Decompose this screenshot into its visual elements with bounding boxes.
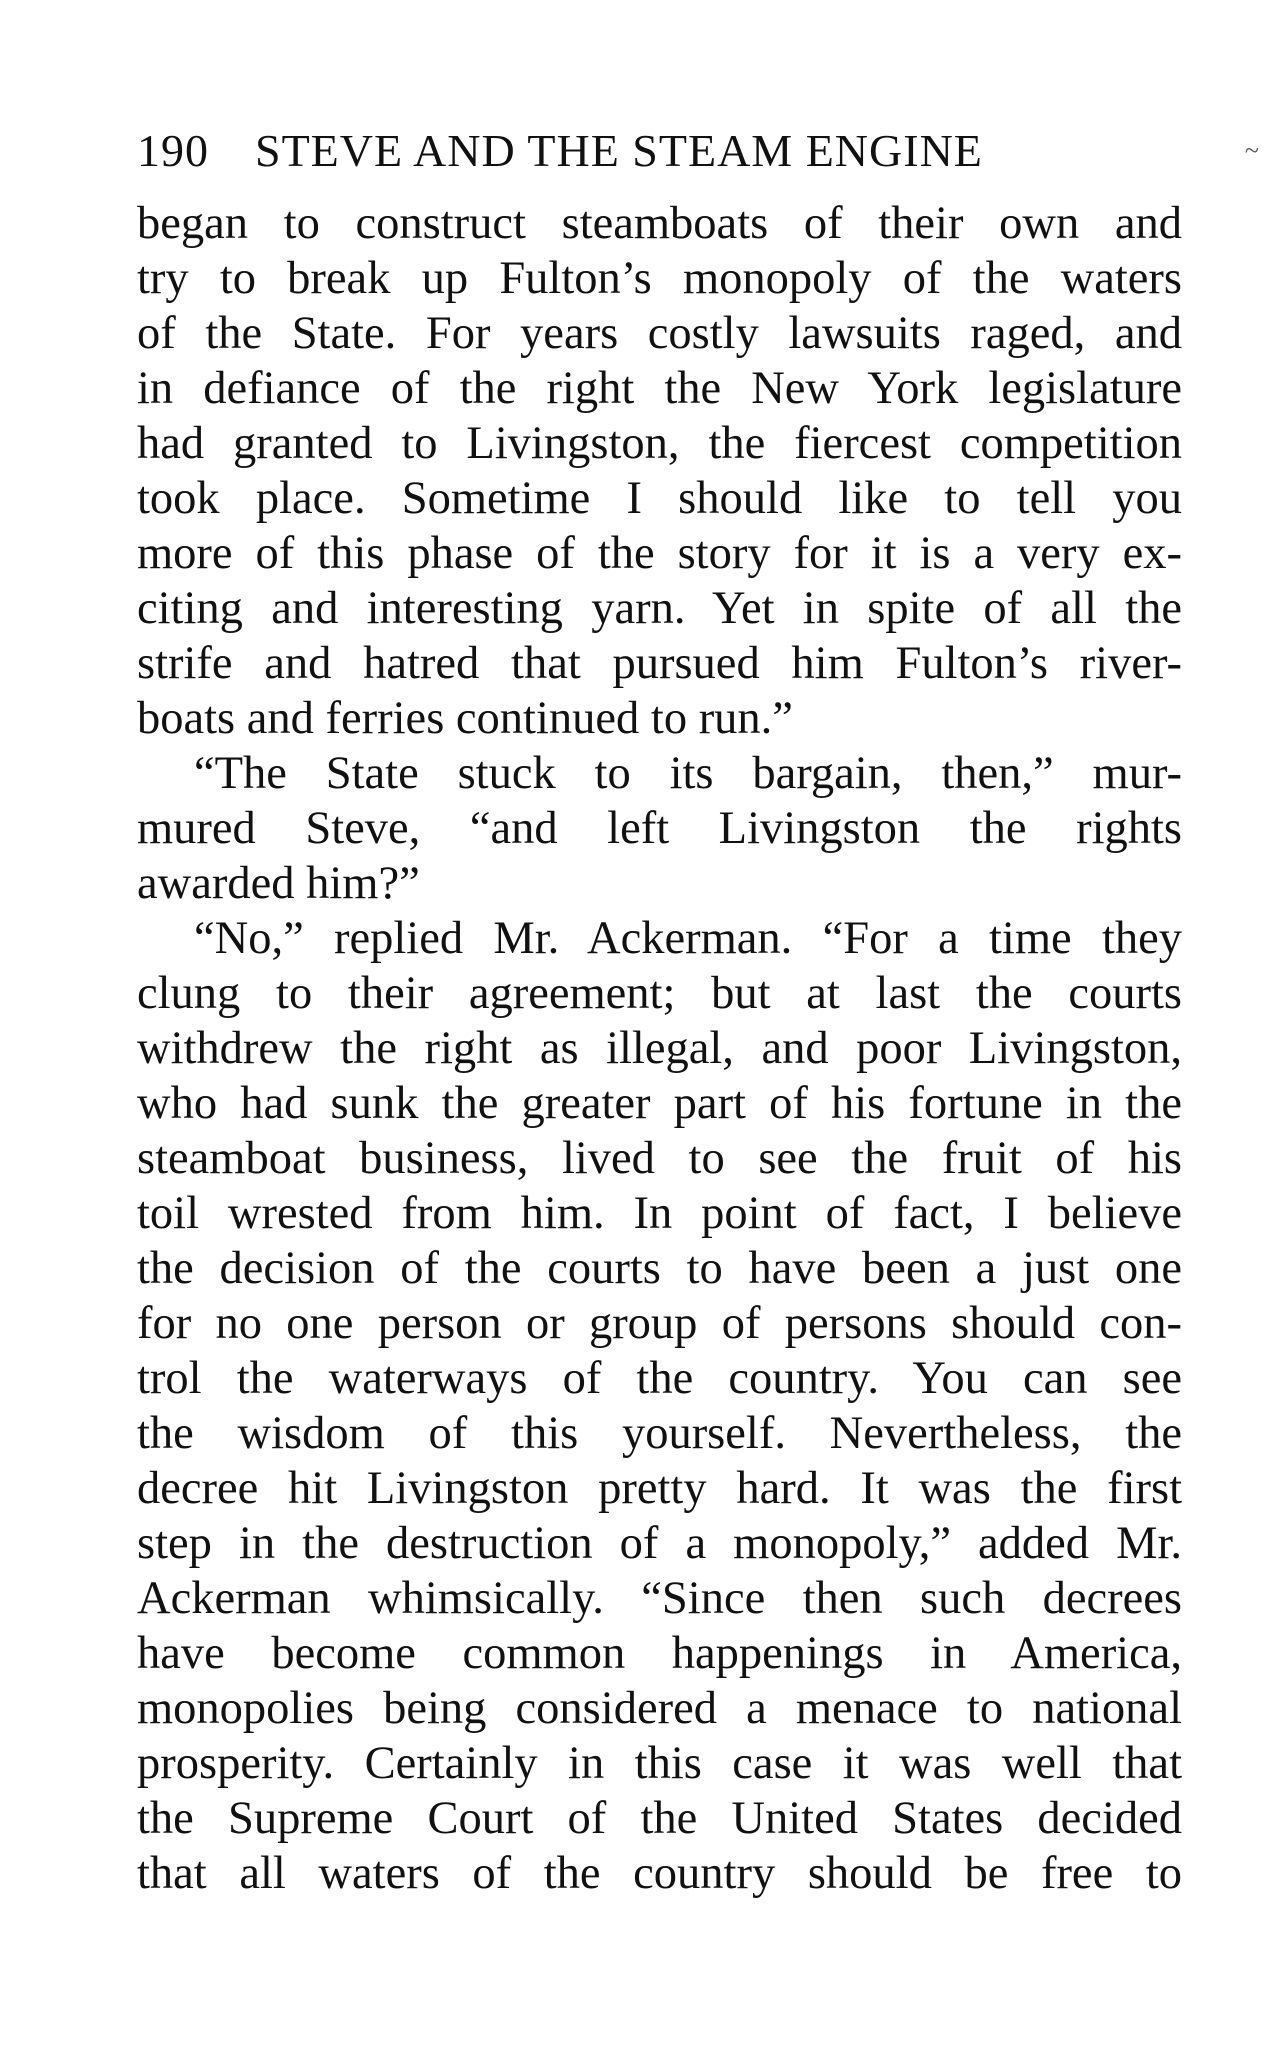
- page-number: 190: [137, 125, 209, 176]
- text-line: have become common happenings in America,: [137, 1628, 1182, 1679]
- text-line: decree hit Livingston pretty hard. It was the first: [137, 1463, 1182, 1514]
- running-head: [137, 121, 1167, 181]
- text-line: Ackerman whimsically. “Since then such decrees: [137, 1573, 1182, 1624]
- text-line: boats and ferries continued to run.”: [137, 693, 793, 744]
- text-line: clung to their agreement; but at last the courts: [137, 968, 1182, 1019]
- text-line: the Supreme Court of the United States decided: [137, 1793, 1182, 1844]
- text-line: in defiance of the right the New York legislature: [137, 363, 1182, 414]
- text-line: began to construct steamboats of their own and: [137, 198, 1182, 249]
- text-line: steamboat business, lived to see the fruit of his: [137, 1133, 1182, 1184]
- text-line: awarded him?”: [137, 858, 420, 909]
- text-line: that all waters of the country should be free to: [137, 1848, 1182, 1899]
- text-line: citing and interesting yarn. Yet in spite of all the: [137, 583, 1182, 634]
- text-line: trol the waterways of the country. You can see: [137, 1353, 1182, 1404]
- text-line: mured Steve, “and left Livingston the rights: [137, 803, 1182, 854]
- corner-mark: ~: [1244, 136, 1259, 165]
- text-line: more of this phase of the story for it is a very ex-: [137, 528, 1182, 579]
- text-line: for no one person or group of persons should con-: [137, 1298, 1182, 1349]
- text-line: the decision of the courts to have been a just one: [137, 1243, 1182, 1294]
- text-line: “The State stuck to its bargain, then,” mur-: [194, 748, 1182, 799]
- text-line: the wisdom of this yourself. Nevertheless, the: [137, 1408, 1182, 1459]
- text-line: step in the destruction of a monopoly,” added Mr.: [137, 1518, 1182, 1569]
- text-line: who had sunk the greater part of his fortune in the: [137, 1078, 1182, 1129]
- text-line: withdrew the right as illegal, and poor Livingston,: [137, 1023, 1182, 1074]
- text-line: strife and hatred that pursued him Fulton’s river-: [137, 638, 1182, 689]
- text-line: monopolies being considered a menace to national: [137, 1683, 1182, 1734]
- body-text: [137, 196, 1182, 1901]
- running-title: STEVE AND THE STEAM ENGINE: [255, 125, 983, 176]
- text-line: try to break up Fulton’s monopoly of the waters: [137, 253, 1182, 304]
- text-line: of the State. For years costly lawsuits raged, and: [137, 308, 1182, 359]
- text-line: prosperity. Certainly in this case it was well that: [137, 1738, 1182, 1789]
- text-line: “No,” replied Mr. Ackerman. “For a time they: [194, 913, 1182, 964]
- text-line: took place. Sometime I should like to tell you: [137, 473, 1182, 524]
- text-line: toil wrested from him. In point of fact, I believe: [137, 1188, 1182, 1239]
- text-line: had granted to Livingston, the fiercest competition: [137, 418, 1182, 469]
